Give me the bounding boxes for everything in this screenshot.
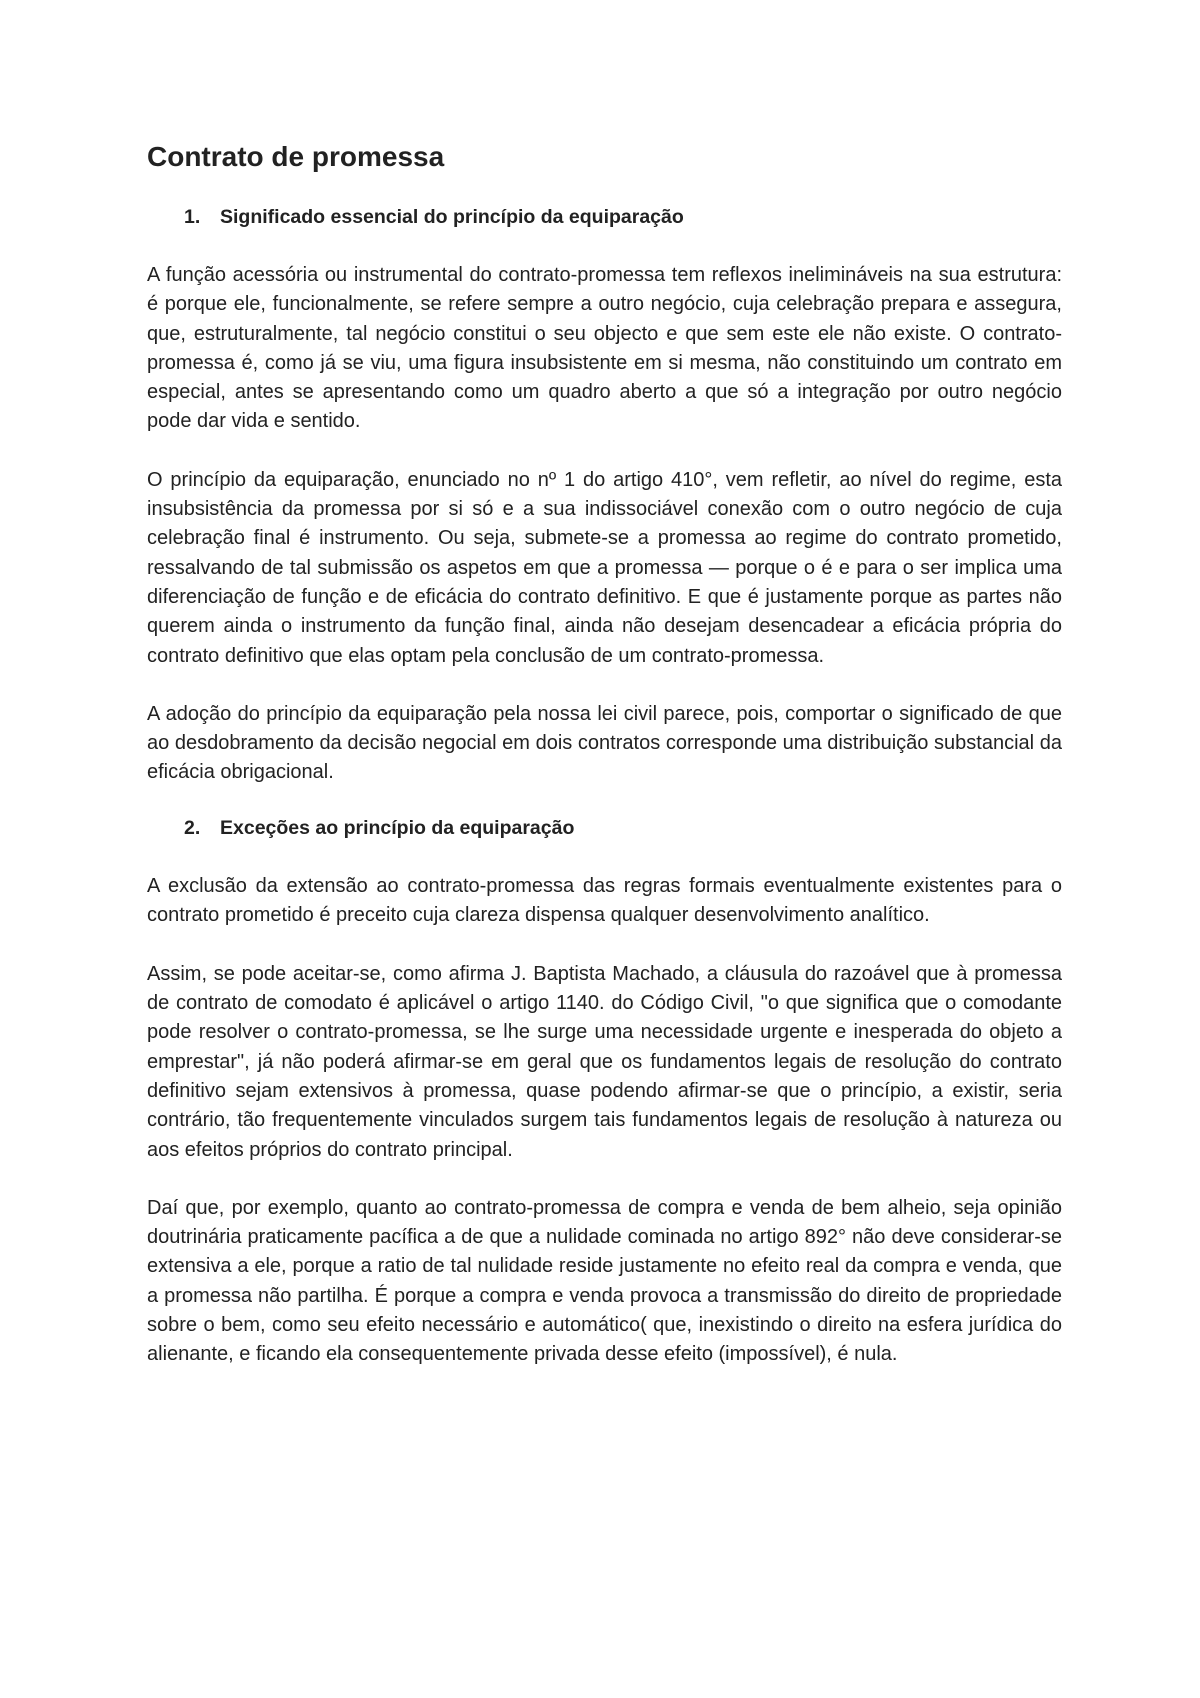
section-number-2: 2. bbox=[184, 816, 201, 839]
paragraph: A exclusão da extensão ao contrato-promessa das regras formais eventualmente existentes para o contrato prometido é preceito cuja clareza dispensa qualquer desenvolvimento analítico. bbox=[147, 875, 1062, 927]
section-heading-text-1: Significado essencial do princípio da equiparação bbox=[220, 205, 684, 228]
section-heading-1 bbox=[147, 206, 1062, 229]
section-heading-2 bbox=[147, 817, 1062, 840]
paragraph: Assim, se pode aceitar-se, como afirma J. Baptista Machado, a cláusula do razoável que à promessa de contrato de comodato é aplicável o artigo 1140. do Código Civil, "o que significa que o comodante pode resolver o contrato-promessa, se lhe surge uma necessidade urgente e inesperada do objeto a emprestar", já não poderá afirmar-se em geral que os fundamentos legais de resolução do contrato definitivo sejam extensivos à promessa, quase podendo afirmar-se que o princípio, a existir, seria contrário, tão frequentemente vinculados surgem tais fundamentos legais de resolução à natureza ou aos efeitos próprios do contrato principal. bbox=[147, 962, 1062, 1161]
paragraph: A função acessória ou instrumental do contrato-promessa tem reflexos inelimináveis na sua estrutura: é porque ele, funcionalmente, se refere sempre a outro negócio, cuja celebração prepara e assegura, que, estruturalmente, tal negócio constitui o seu objecto e que sem este ele não existe. O contrato-promessa é, como já se viu, uma figura insubsistente em si mesma, não constituindo um contrato em especial, antes se apresentando como um quadro aberto a que só a integração por outro negócio pode dar vida e sentido. bbox=[147, 263, 1062, 433]
paragraph: Daí que, por exemplo, quanto ao contrato-promessa de compra e venda de bem alheio, seja opinião doutrinária praticamente pacífica a de que a nulidade cominada no artigo 892° não deve considerar-se extensiva a ele, porque a ratio de tal nulidade reside justamente no efeito real da compra e venda, que a promessa não partilha. É porque a compra e venda provoca a transmissão do direito de propriedade sobre o bem, como seu efeito necessário e automático( que, inexistindo o direito na esfera jurídica do alienante, e ficando ela consequentemente privada desse efeito (impossível), é nula. bbox=[147, 1196, 1062, 1366]
paragraph: O princípio da equiparação, enunciado no nº 1 do artigo 410°, vem refletir, ao nível do regime, esta insubsistência da promessa por si só e a sua indissociável conexão com o outro negócio de cuja celebração final é instrumento. Ou seja, submete-se a promessa ao regime do contrato prometido, ressalvando de tal submissão os aspetos em que a promessa — porque o é e para o ser implica uma diferenciação de função e de eficácia do contrato definitivo. E que é justamente porque as partes não querem ainda o instrumento da função final, ainda não desejam desencadear a eficácia própria do contrato definitivo que elas optam pela conclusão de um contrato-promessa. bbox=[147, 468, 1062, 667]
document-title: Contrato de promessa bbox=[147, 141, 445, 172]
paragraph: A adoção do princípio da equiparação pela nossa lei civil parece, pois, comportar o significado de que ao desdobramento da decisão negocial em dois contratos corresponde uma distribuição substancial da eficácia obrigacional. bbox=[147, 702, 1062, 784]
document-page bbox=[147, 140, 1062, 1399]
section-number-1: 1. bbox=[184, 205, 201, 228]
section-heading-text-2: Exceções ao princípio da equiparação bbox=[220, 816, 575, 839]
